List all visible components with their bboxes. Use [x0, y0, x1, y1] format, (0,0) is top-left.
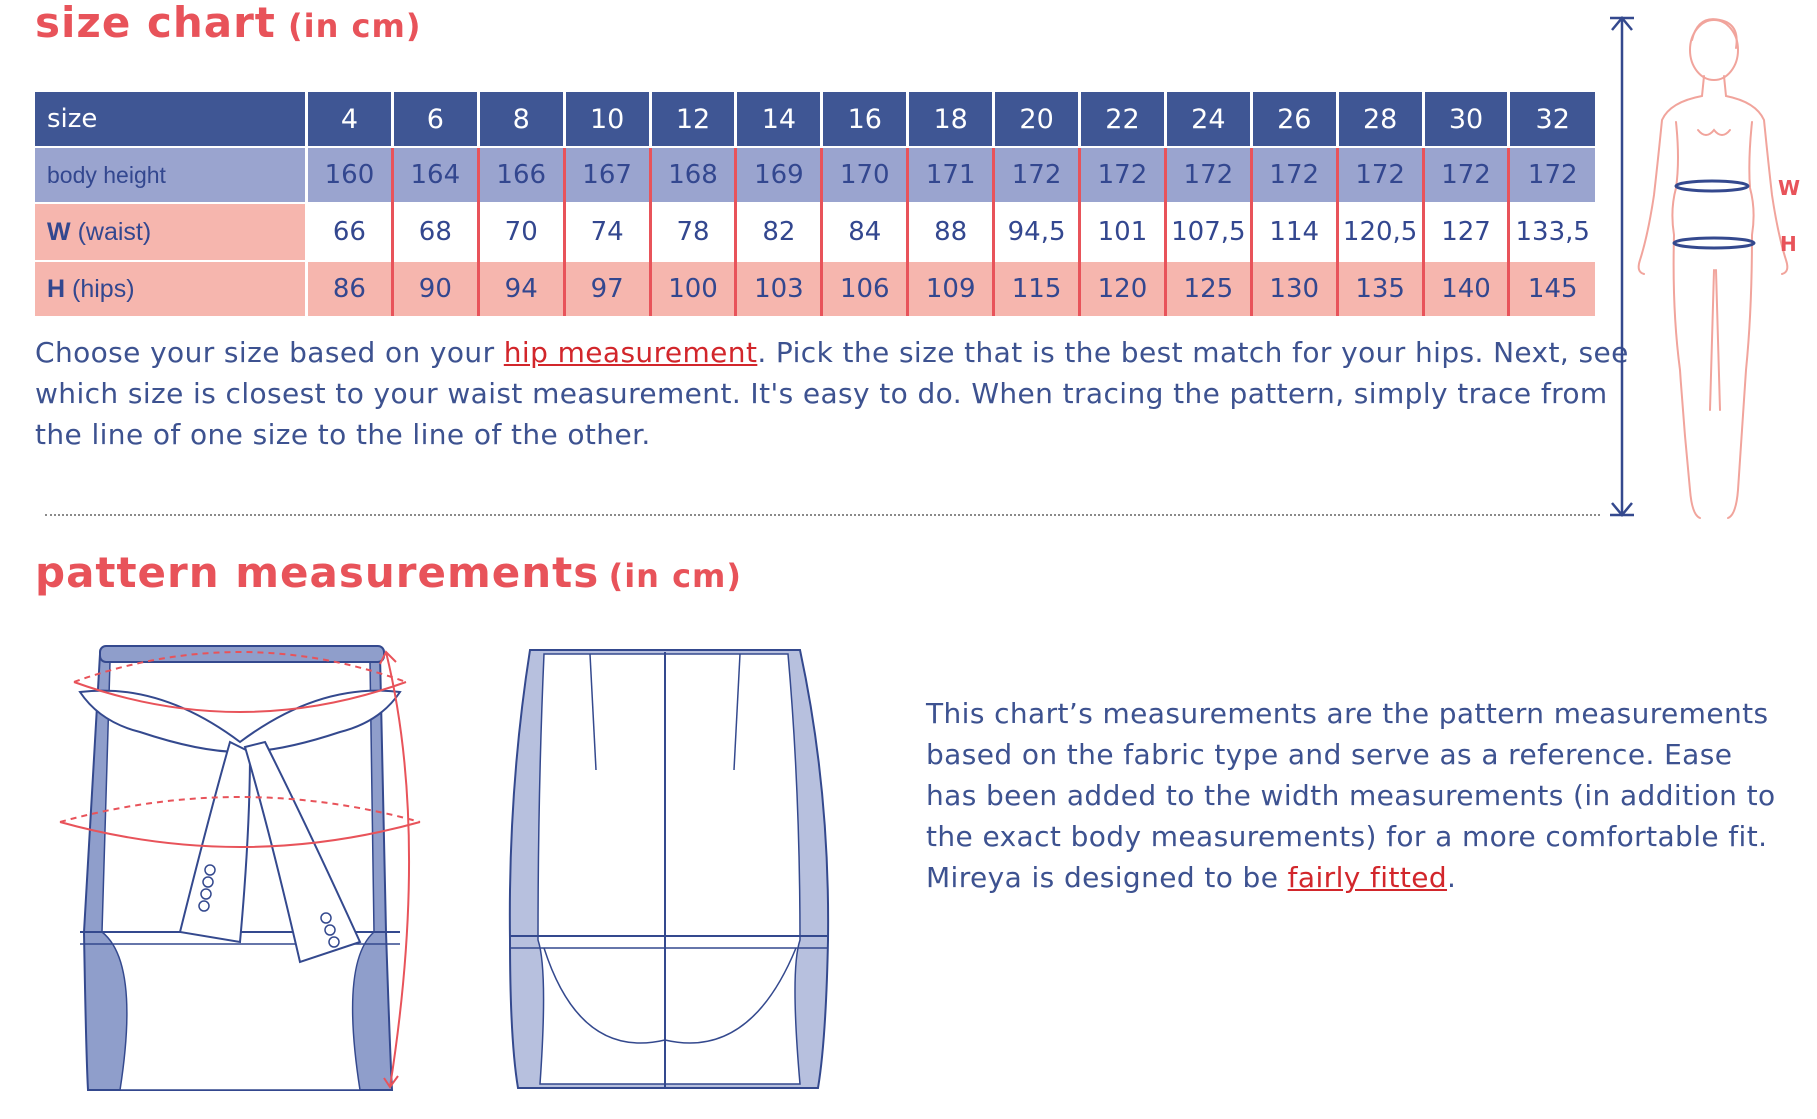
table-cell: 74 — [564, 203, 650, 261]
table-cell: 130 — [1251, 261, 1337, 316]
body-figure-illustration — [1600, 10, 1810, 530]
table-cell: 94,5 — [994, 203, 1080, 261]
header-cell: 18 — [908, 92, 994, 147]
table-cell: 114 — [1251, 203, 1337, 261]
table-cell: 82 — [736, 203, 822, 261]
row-label: body height — [35, 147, 307, 203]
pattern-title: pattern measurements — [35, 548, 600, 597]
table-cell: 101 — [1080, 203, 1166, 261]
table-cell: 68 — [392, 203, 478, 261]
table-cell: 88 — [908, 203, 994, 261]
row-label-abbr: W — [47, 217, 71, 246]
table-cell: 172 — [1251, 147, 1337, 203]
hips-row — [35, 261, 1595, 316]
header-cell: 26 — [1251, 92, 1337, 147]
row-label — [35, 203, 307, 261]
size-chart-title: size chart — [35, 0, 276, 47]
size-header-row — [35, 92, 1595, 147]
table-cell: 66 — [307, 203, 393, 261]
table-cell: 106 — [822, 261, 908, 316]
header-cell: 32 — [1509, 92, 1595, 147]
table-cell: 172 — [994, 147, 1080, 203]
section-divider — [45, 514, 1600, 516]
table-cell: 97 — [564, 261, 650, 316]
size-chart-heading — [35, 0, 421, 47]
header-cell: 8 — [478, 92, 564, 147]
table-cell: 170 — [822, 147, 908, 203]
table-cell: 103 — [736, 261, 822, 316]
header-cell: 12 — [650, 92, 736, 147]
table-cell: 169 — [736, 147, 822, 203]
table-cell: 164 — [392, 147, 478, 203]
table-cell: 90 — [392, 261, 478, 316]
header-cell: 22 — [1080, 92, 1166, 147]
header-cell: 16 — [822, 92, 908, 147]
pattern-unit: (in cm) — [608, 557, 743, 595]
pattern-text-1: This chart’s measurements are the pattern measurements based on the fabric type and serve as a reference. Ease has been added to the width measurements (in addition to the exact body measurements) for a more comfortable fit. Mireya is designed to be — [926, 697, 1776, 894]
table-cell: 86 — [307, 261, 393, 316]
row-label-text: (hips) — [72, 274, 135, 303]
waist-row — [35, 203, 1595, 261]
header-cell: 14 — [736, 92, 822, 147]
table-cell: 127 — [1423, 203, 1509, 261]
row-label-text: (waist) — [77, 217, 152, 246]
size-chart-unit: (in cm) — [288, 7, 422, 45]
table-cell: 160 — [307, 147, 393, 203]
header-cell: 28 — [1337, 92, 1423, 147]
table-cell: 70 — [478, 203, 564, 261]
hips-label: H — [1780, 232, 1797, 256]
table-cell: 120 — [1080, 261, 1166, 316]
table-cell: 172 — [1337, 147, 1423, 203]
pattern-heading — [35, 548, 742, 597]
table-cell: 115 — [994, 261, 1080, 316]
waist-measure-line — [1676, 181, 1748, 191]
table-cell: 145 — [1509, 261, 1595, 316]
table-cell: 100 — [650, 261, 736, 316]
row-label — [35, 261, 307, 316]
table-cell: 120,5 — [1337, 203, 1423, 261]
skirt-front-illustration — [40, 632, 440, 1102]
hips-measure-line — [1674, 238, 1754, 248]
table-cell: 172 — [1423, 147, 1509, 203]
table-cell: 94 — [478, 261, 564, 316]
pattern-text-2: . — [1447, 861, 1457, 894]
table-cell: 78 — [650, 203, 736, 261]
woman-silhouette — [1639, 19, 1788, 518]
table-cell: 172 — [1080, 147, 1166, 203]
height-arrow — [1610, 18, 1634, 515]
table-cell: 107,5 — [1165, 203, 1251, 261]
waist-label: W — [1778, 176, 1801, 200]
header-cell: size — [35, 92, 307, 147]
table-cell: 125 — [1165, 261, 1251, 316]
header-cell: 30 — [1423, 92, 1509, 147]
table-cell: 167 — [564, 147, 650, 203]
table-cell: 84 — [822, 203, 908, 261]
size-table — [35, 92, 1595, 316]
skirt-back-illustration — [500, 640, 840, 1100]
table-cell: 109 — [908, 261, 994, 316]
body-height-row — [35, 147, 1595, 203]
hip-measurement-link[interactable]: hip measurement — [503, 336, 758, 369]
header-cell: 4 — [307, 92, 393, 147]
header-cell: 24 — [1165, 92, 1251, 147]
size-instructions — [35, 332, 1635, 455]
table-cell: 172 — [1509, 147, 1595, 203]
table-cell: 135 — [1337, 261, 1423, 316]
pattern-description — [926, 693, 1786, 898]
row-label-abbr: H — [47, 274, 66, 303]
header-cell: 6 — [392, 92, 478, 147]
table-cell: 168 — [650, 147, 736, 203]
table-cell: 171 — [908, 147, 994, 203]
header-cell: 20 — [994, 92, 1080, 147]
size-text-1: Choose your size based on your — [35, 336, 504, 369]
size-text-2: . Pick the size that is the best match for your hips. Next, see which size is closest to your waist measurement. It's easy to do. When tracing the pattern, simply trace from the line of one size to the line of the other. — [35, 336, 1629, 451]
table-cell: 172 — [1165, 147, 1251, 203]
table-cell: 166 — [478, 147, 564, 203]
fairly-fitted-link[interactable]: fairly fitted — [1287, 861, 1448, 894]
table-cell: 133,5 — [1509, 203, 1595, 261]
table-cell: 140 — [1423, 261, 1509, 316]
header-cell: 10 — [564, 92, 650, 147]
